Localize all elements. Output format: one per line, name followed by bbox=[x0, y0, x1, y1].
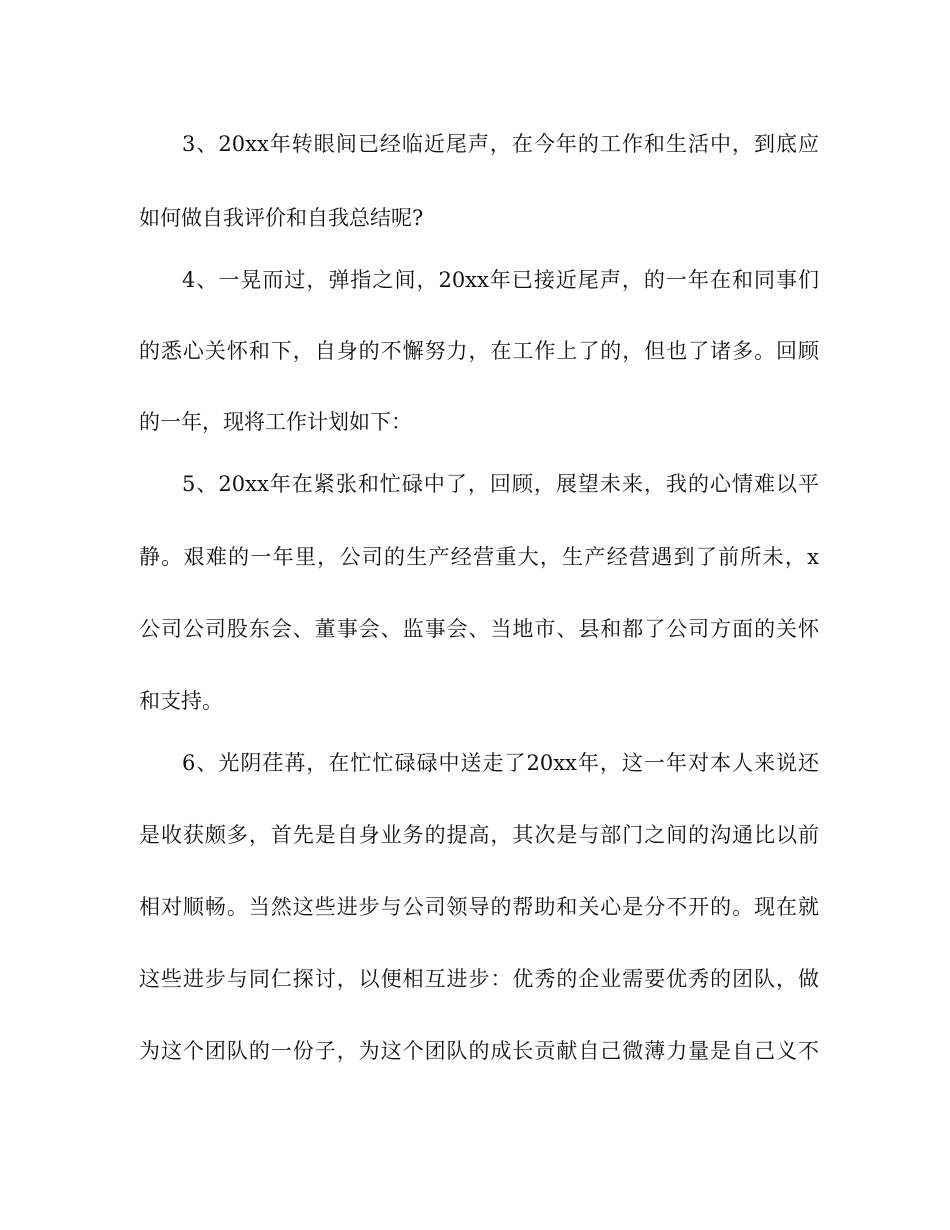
paragraph-4-line-3: 的一年，现将工作计划如下： bbox=[139, 410, 412, 434]
paragraph-4-line-2: 的悉心关怀和下，自身的不懈努力，在工作上了的，但也了诸多。回顾 bbox=[139, 339, 819, 363]
paragraph-6-line-3: 相对顺畅。当然这些进步与公司领导的帮助和关心是分不开的。现在就 bbox=[139, 895, 819, 919]
paragraph-6-line-4: 这些进步与同仁探讨，以便相互进步：优秀的企业需要优秀的团队，做 bbox=[139, 967, 819, 991]
paragraph-6-line-1: 6、光阴荏苒，在忙忙碌碌中送走了20xx年，这一年对本人来说还 bbox=[182, 751, 819, 775]
paragraph-6-line-2: 是收获颇多，首先是自身业务的提高，其次是与部门之间的沟通比以前 bbox=[139, 823, 819, 847]
paragraph-5-line-3: 公司公司股东会、董事会、监事会、当地市、县和都了公司方面的关怀 bbox=[139, 617, 819, 641]
paragraph-5-line-1: 5、20xx年在紧张和忙碌中了，回顾，展望未来，我的心情难以平 bbox=[182, 472, 819, 496]
paragraph-3-line-2: 如何做自我评价和自我总结呢? bbox=[139, 206, 424, 230]
paragraph-6-line-5: 为这个团队的一份子，为这个团队的成长贡献自己微薄力量是自己义不 bbox=[139, 1039, 819, 1063]
paragraph-5-line-4: 和支持。 bbox=[139, 689, 223, 713]
paragraph-5-line-2: 静。艰难的一年里，公司的生产经营重大，生产经营遇到了前所未，x bbox=[139, 545, 819, 569]
paragraph-3-line-1: 3、20xx年转眼间已经临近尾声，在今年的工作和生活中，到底应 bbox=[182, 132, 819, 156]
paragraph-4-line-1: 4、一晃而过，弹指之间，20xx年已接近尾声，的一年在和同事们 bbox=[182, 268, 819, 292]
